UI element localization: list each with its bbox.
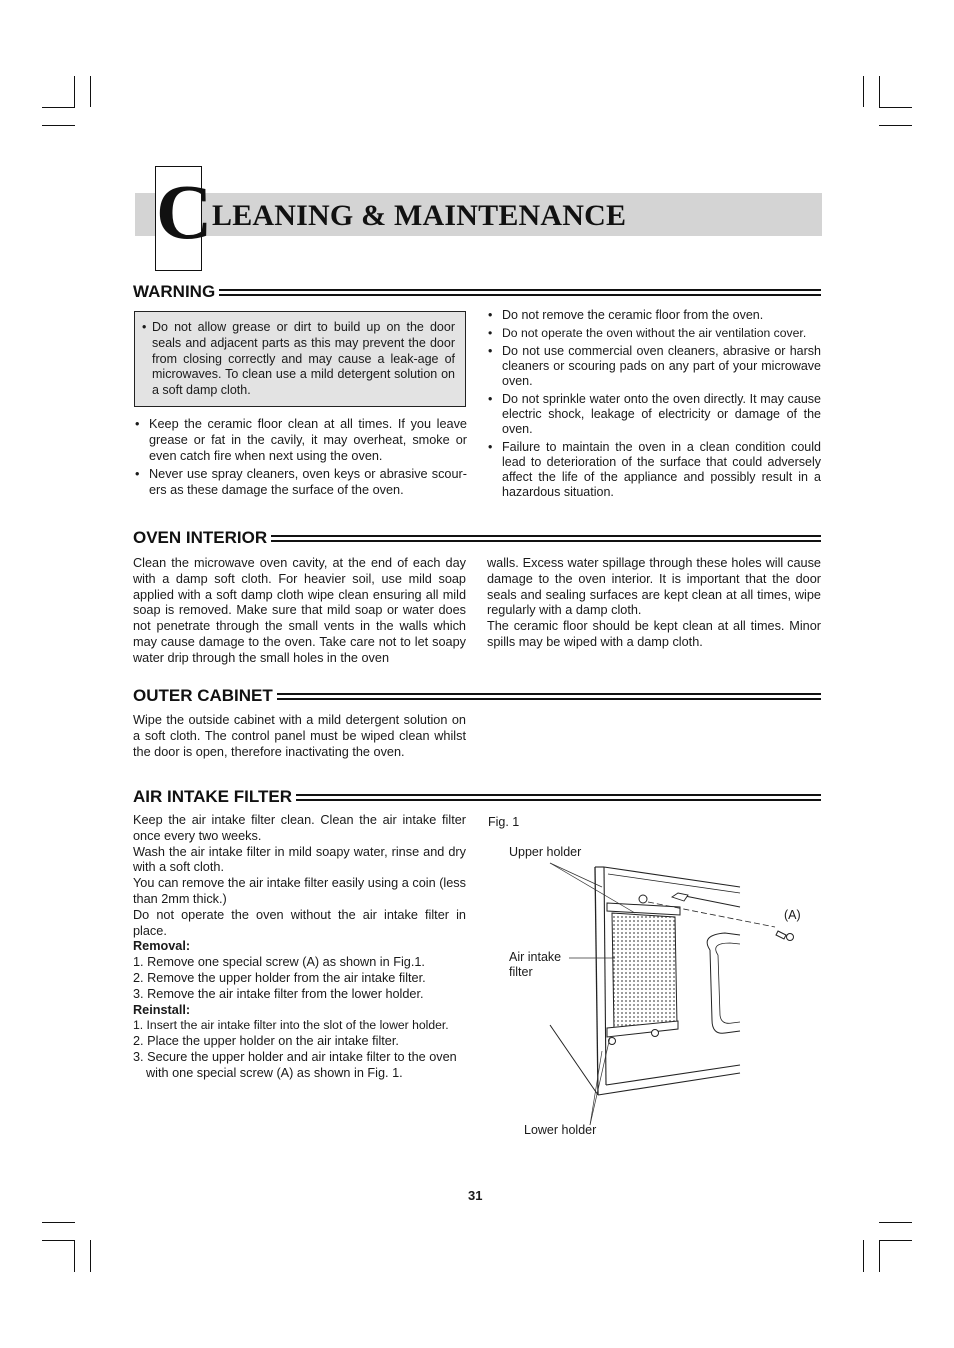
air-intake-filter-text: Keep the air intake filter clean. Clean the air intake filter once every two weeks. Wash the air intake filter in mild soapy water, rinse and dry with a soft cloth. You can remove the air intake filter easily using a coin (less than 2mm thick.) Do not operate the oven without the air intake filter in place. Removal: 1. Remove one special screw (A) as shown in Fig.1. 2. Remove the upper holder from the air intake filter. 3. Remove the air intake filter from the lower holder. Reinstall: 1. Insert the air intake filter into the slot of the lower holder. 2. Place the upper holder on the air intake filter. 3. Secure the upper holder and air intake filter to the oven with one special screw (A) as shown in Fig. 1.: [133, 813, 466, 1080]
removal-step: 2. Remove the upper holder from the air intake filter.: [133, 970, 426, 985]
heading-rule: [271, 535, 821, 542]
label-screw-a: (A): [784, 908, 801, 922]
heading-rule: [296, 794, 821, 801]
crop-mark: [879, 107, 912, 108]
crop-mark: [42, 125, 75, 126]
crop-mark: [42, 107, 75, 108]
crop-mark: [879, 76, 880, 107]
warning-box-item: • Do not allow grease or dirt to build up on the door seals and adjacent parts as this may prevent the door from closing correctly and may cause a leak-age of microwaves. To clean use a mild detergent solution on a soft damp cloth.: [141, 320, 455, 399]
list-item: • Do not remove the ceramic floor from the oven.: [486, 308, 821, 323]
removal-step: 3. Remove the air intake filter from the lower holder.: [133, 986, 424, 1001]
warning-left-list: [133, 417, 467, 502]
air-intake-filter-heading: AIR INTAKE FILTER: [133, 786, 821, 808]
crop-mark: [879, 1240, 880, 1272]
heading-rule: [277, 693, 821, 700]
list-item: • Do not use commercial oven cleaners, abrasive or harsh cleaners or scouring pads on any part of your microwave oven.: [486, 344, 821, 389]
warning-right-list: [486, 308, 821, 503]
crop-mark: [42, 1240, 75, 1241]
outer-cabinet-heading: OUTER CABINET: [133, 685, 821, 707]
crop-mark: [863, 1240, 864, 1272]
reinstall-step: 2. Place the upper holder on the air intake filter.: [133, 1034, 399, 1049]
crop-mark: [879, 125, 912, 126]
list-item: • Failure to maintain the oven in a clean condition could lead to deterioration of the surface that could adversely affect the life of the appliance and possibly result in a hazardous situation.: [486, 440, 821, 500]
oven-interior-left-text: Clean the microwave oven cavity, at the end of each day with a damp soft cloth. For heavier soil, use mild soap applied with a soft damp cloth wipe clean ensuring all mild soap is removed. Make sure that mild soap or water does not penetrate through the small vents in the walls which may cause damage to the oven. Take care not to let soapy water drip through the small holes in the oven: [133, 556, 466, 665]
outer-cabinet-text: Wipe the outside cabinet with a mild detergent solution on a soft cloth. The control panel must be wiped clean whilst the door is open, therefore inactivating the oven.: [133, 713, 466, 759]
crop-mark: [879, 1240, 912, 1241]
warning-heading: WARNING: [133, 281, 821, 303]
list-item: • Do not sprinkle water onto the oven directly. It may cause electric shock, leakage of electricity or damage of the oven.: [486, 392, 821, 437]
crop-mark: [863, 76, 864, 107]
removal-step: 1. Remove one special screw (A) as shown in Fig.1.: [133, 955, 425, 970]
crop-mark: [879, 1222, 912, 1223]
title-initial: C: [156, 168, 213, 255]
removal-heading: Removal:: [133, 939, 191, 954]
page-number: 31: [468, 1188, 483, 1203]
crop-mark: [42, 1222, 75, 1223]
figure-caption: Fig. 1: [488, 815, 520, 829]
warning-box: [134, 311, 466, 407]
label-lower-holder: Lower holder: [524, 1123, 597, 1137]
heading-rule: [219, 289, 821, 296]
crop-mark: [90, 76, 91, 107]
label-air-intake-filter: Air intake filter: [509, 950, 562, 979]
oven-interior-right-text: walls. Excess water spillage through these holes will cause damage to the oven interior. It is important that the door seals and sealing surfaces are kept clean at all times, wipe regularly with a damp cloth. The ceramic floor should be kept clean at all times. Minor spills may be wiped with a damp cloth.: [487, 556, 821, 649]
crop-mark: [90, 1240, 91, 1272]
crop-mark: [74, 1240, 75, 1272]
reinstall-heading: Reinstall:: [133, 1002, 191, 1017]
oven-interior-heading: OVEN INTERIOR: [133, 527, 821, 549]
reinstall-step: 1. Insert the air intake filter into the slot of the lower holder.: [133, 1018, 449, 1033]
reinstall-step: 3. Secure the upper holder and air intake filter to the oven with one special screw (A) as shown in Fig. 1.: [133, 1049, 457, 1080]
list-item: • Do not operate the oven without the air ventilation cover.: [486, 326, 821, 341]
list-item: • Never use spray cleaners, oven keys or abrasive scour-ers as these damage the surface of the oven.: [133, 467, 467, 499]
list-item: • Keep the ceramic floor clean at all times. If you leave grease or fat in the cavily, it may overheat, smoke or even catch fire when next using the oven.: [133, 417, 467, 464]
title-initial-box: [155, 166, 213, 271]
page-title: LEANING & MAINTENANCE: [212, 199, 627, 232]
label-upper-holder: Upper holder: [509, 845, 582, 859]
filter-diagram: [540, 855, 800, 1130]
crop-mark: [74, 76, 75, 107]
